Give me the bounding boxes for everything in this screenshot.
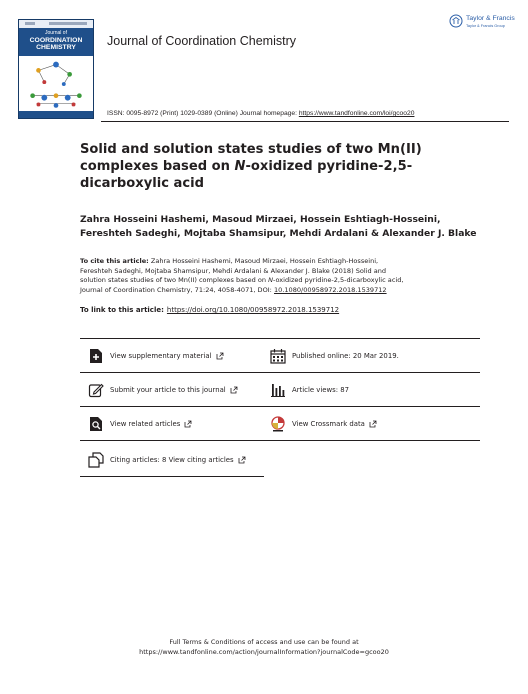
external-link-icon bbox=[230, 386, 238, 394]
journal-homepage-link[interactable]: https://www.tandfonline.com/loi/gcoo20 bbox=[298, 110, 415, 117]
action-grid-rule bbox=[80, 406, 480, 407]
external-link-icon bbox=[184, 420, 192, 428]
publisher-tagline: Taylor & Francis Group bbox=[466, 24, 505, 28]
supplementary-plus-icon bbox=[88, 348, 104, 364]
cover-title: Journal of COORDINATION CHEMISTRY bbox=[29, 30, 83, 52]
terms-footer: Full Terms & Conditions of access and use can be found at https://www.tandfonline.com/action/journalInformation?journalCode=gcoo20 bbox=[0, 638, 528, 657]
article-title: Solid and solution states studies of two Mn(II) complexes based on N-oxidized pyridine-2,5- dicarboxylic acid bbox=[80, 142, 422, 191]
citing-articles-link[interactable]: Citing articles: 8 View citing articles bbox=[88, 451, 246, 469]
related-search-icon bbox=[88, 416, 104, 432]
journal-cover[interactable] bbox=[18, 19, 94, 119]
publisher-logo[interactable] bbox=[449, 14, 519, 34]
edit-pencil-icon bbox=[88, 382, 104, 398]
calendar-icon bbox=[270, 348, 286, 364]
publisher-emblem-icon bbox=[449, 14, 463, 28]
issn-line: ISSN: 0095-8972 (Print) 1029-0389 (Online) Journal homepage: https://www.tandfonline.com/loi/gcoo20 bbox=[107, 110, 415, 117]
article-link-line bbox=[80, 306, 480, 314]
published-online-info: Published online: 20 Mar 2019. bbox=[270, 347, 399, 365]
cover-molecule-art bbox=[19, 56, 93, 114]
citing-pages-icon bbox=[88, 452, 104, 468]
external-link-icon bbox=[216, 352, 224, 360]
crossmark-icon bbox=[270, 416, 286, 432]
cover-header-strip bbox=[19, 20, 93, 28]
submit-article-link[interactable]: Submit your article to this journal bbox=[88, 381, 238, 399]
external-link-icon bbox=[238, 456, 246, 464]
article-authors: Zahra Hosseini Hashemi, Masoud Mirzaei, Hossein Eshtiagh-Hosseini, Fereshteh Sadeghi, Mojtaba Shamsipur, Mehdi Ardalani & Alexander J. Blake bbox=[80, 214, 477, 239]
cover-footer-strip bbox=[19, 111, 93, 118]
link-label: To link to this article: bbox=[80, 306, 164, 314]
header-divider bbox=[101, 121, 509, 122]
citation-block: To cite this article: Zahra Hosseini Hashemi, Masoud Mirzaei, Hossein Eshtiagh-Hosseini, Fereshteh Sadeghi, Mojtaba Shamsipur, Mehdi Ardalani & Alexander J. Blake (2018) Solid and solution states studies of two Mn(II) complexes based on N-oxidized pyridine-2,5-dicarboxylic acid, Journal of Coordination Chemistry, 71:24, 4058-4071, DOI: 10.1080/00958972.2018.1539712 bbox=[80, 257, 404, 294]
doi-link[interactable]: 10.1080/00958972.2018.1539712 bbox=[273, 285, 387, 294]
view-crossmark-data-link[interactable]: View Crossmark data bbox=[270, 415, 377, 433]
journal-name[interactable]: Journal of Coordination Chemistry bbox=[107, 34, 296, 48]
view-related-articles-link[interactable]: View related articles bbox=[88, 415, 192, 433]
action-grid-rule bbox=[80, 372, 480, 373]
article-doi-url[interactable]: https://doi.org/10.1080/00958972.2018.1539712 bbox=[166, 306, 340, 314]
external-link-icon bbox=[369, 420, 377, 428]
action-grid-rule bbox=[80, 440, 480, 441]
citation-label: To cite this article: bbox=[80, 257, 149, 265]
action-grid-rule bbox=[80, 476, 264, 477]
bar-chart-icon bbox=[270, 382, 286, 398]
action-grid-top-rule bbox=[80, 338, 480, 339]
view-supplementary-material-link[interactable]: View supplementary material bbox=[88, 347, 224, 365]
terms-url[interactable]: https://www.tandfonline.com/action/journalInformation?journalCode=gcoo20 bbox=[139, 647, 389, 656]
article-views-info: Article views: 87 bbox=[270, 381, 349, 399]
publisher-name: Taylor & Francis bbox=[466, 15, 515, 22]
